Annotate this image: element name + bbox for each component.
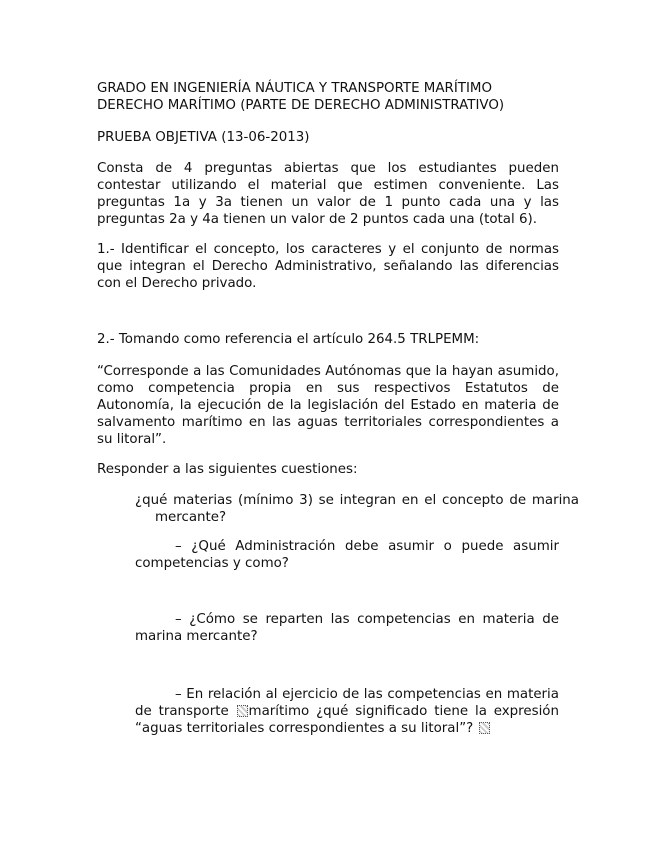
sub-question-3: – ¿Cómo se reparten las competencias en materia de marina mercante?	[135, 612, 559, 644]
question-1: 1.- Identificar el concepto, los caracteres y el conjunto de normas que integran el Derecho Administrativo, señalando las diferencias con el Derecho privado.	[97, 242, 559, 291]
legal-quote: “Corresponde a las Comunidades Autónomas que la hayan asumido, como competencia propia en sus respectivos Estatutos de Autonomía, la ejecución de la legislación del Estado en materia de salvamento marítimo en las aguas territoriales correspondientes a su litoral”.	[97, 364, 559, 447]
exam-instructions: Consta de 4 preguntas abiertas que los estudiantes pueden contestar utilizando el material que estimen conveniente. Las preguntas 1a y 3a tienen un valor de 1 punto cada una y las preguntas 2a y 4a tienen un valor de 2 puntos cada una (total 6).	[97, 161, 559, 227]
sub-question-1: ¿qué materias (mínimo 3) se integran en el concepto de marina mercante?	[135, 493, 579, 525]
sub-question-4-part-b: marítimo ¿qué significado tiene la expresión “aguas territoriales correspondientes a su litoral”?	[135, 704, 559, 736]
answer-instruction: Responder a las siguientes cuestiones:	[97, 462, 358, 477]
missing-glyph-icon	[237, 705, 248, 717]
question-2-heading: 2.- Tomando como referencia el artículo 264.5 TRLPEMM:	[97, 332, 480, 347]
sub-question-2: – ¿Qué Administración debe asumir o puede asumir competencias y como?	[135, 539, 559, 571]
missing-glyph-icon	[479, 722, 490, 734]
course-title: DERECHO MARÍTIMO (PARTE DE DERECHO ADMINISTRATIVO)	[97, 98, 505, 113]
exam-title: PRUEBA OBJETIVA (13-06-2013)	[97, 130, 310, 145]
sub-question-4-part-a: – En relación al ejercicio de las competencias en materia de transporte	[135, 687, 559, 719]
degree-title: GRADO EN INGENIERÍA NÁUTICA Y TRANSPORTE MARÍTIMO	[97, 81, 492, 96]
sub-question-4	[135, 686, 559, 737]
